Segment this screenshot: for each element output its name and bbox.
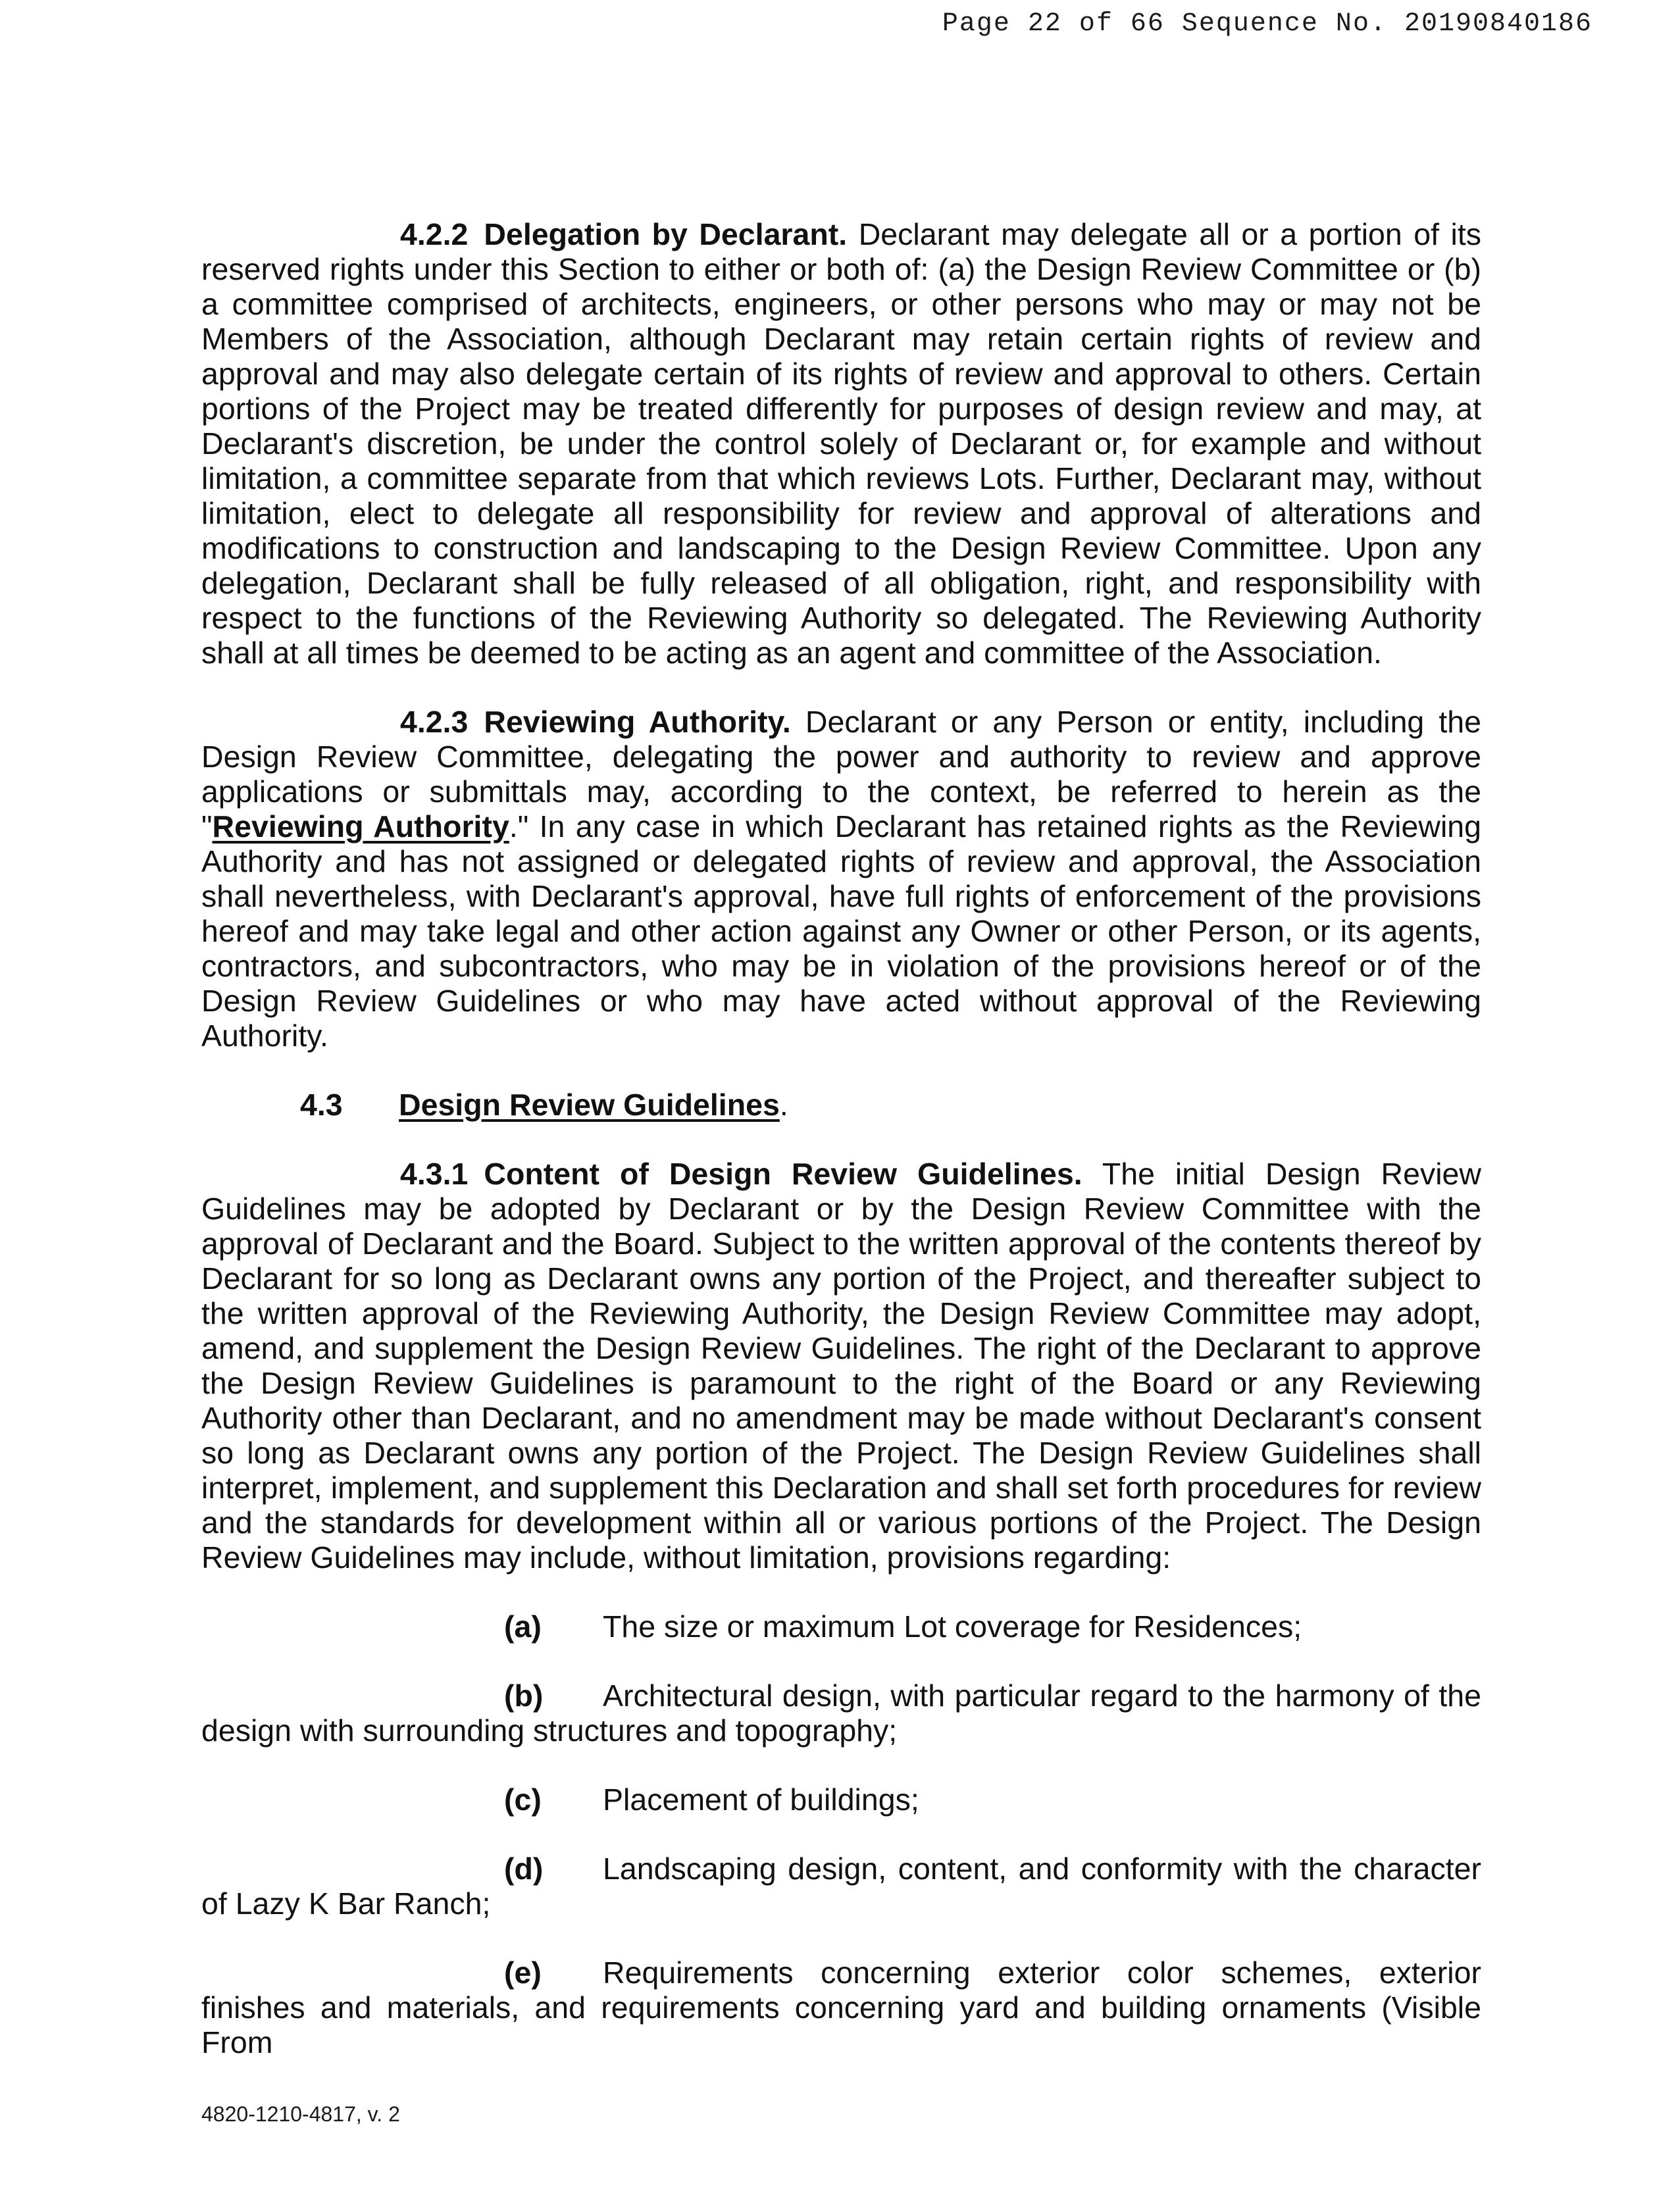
list-item-label: (b): [504, 1678, 544, 1713]
document-body: [201, 217, 1481, 2094]
section-number: 4.3: [300, 1088, 343, 1122]
section-heading: Content of Design Review Guidelines: [484, 1157, 1074, 1191]
section-number: 4.3.1: [400, 1157, 469, 1191]
list-item-d: [201, 1852, 1481, 1921]
list-item-e: [201, 1955, 1481, 2060]
section-4-3-1: 4.3.1 Content of Design Review Guidelines. The initial Design Review Guidelines may be adopted by Declarant or by the Design Review Committee with the approval of Declarant and the Board. Subject to the written approval of the contents thereof by Declarant for so long as Declarant owns any portion of the Project, and thereafter subject to the written approval of the Reviewing Authority, the Design Review Committee may adopt, amend, and supplement the Design Review Guidelines. The right of the Declarant to approve the Design Review Guidelines is paramount to the right of the Board or any Reviewing Authority other than Declarant, and no amendment may be made without Declarant's consent so long as Declarant owns any portion of the Project. The Design Review Guidelines shall interpret, implement, and supplement this Declaration and shall set forth procedures for review and the standards for development within all or various portions of the Project. The Design Review Guidelines may include, without limitation, provisions regarding:: [201, 1157, 1481, 1575]
list-item-c: [201, 1782, 1481, 1817]
section-body: Declarant or any Person or entity, including the Design Review Committee, delegating the power and authority to review and approve applications or submittals may, according to the context, be referred to herein as the ": [201, 705, 1481, 844]
section-heading: Reviewing Authority: [484, 705, 782, 739]
list-item-text: The size or maximum Lot coverage for Residences;: [603, 1609, 1302, 1644]
section-4-2-2: 4.2.2 Delegation by Declarant. Declarant may delegate all or a portion of its reserved rights under this Section to either or both of: (a) the Design Review Committee or (b) a committee comprised of architects, engineers, or other persons who may or may not be Members of the Association, although Declarant may retain certain rights of review and approval and may also delegate certain of its rights of review and approval to others. Certain portions of the Project may be treated differently for purposes of design review and may, at Declarant's discretion, be under the control solely of Declarant or, for example and without limitation, a committee separate from that which reviews Lots. Further, Declarant may, without limitation, elect to delegate all responsibility for review and approval of alterations and modifications to construction and landscaping to the Design Review Committee. Upon any delegation, Declarant shall be fully released of all obligation, right, and responsibility with respect to the functions of the Reviewing Authority so delegated. The Reviewing Authority shall at all times be deemed to be acting as an agent and committee of the Association.: [201, 217, 1481, 670]
section-body: The initial Design Review Guidelines may be adopted by Declarant or by the Design Review Committee with the approval of Declarant and the Board. Subject to the written approval of the contents thereof by Declarant for so long as Declarant owns any portion of the Project, and thereafter subject to the written approval of the Reviewing Authority, the Design Review Committee may adopt, amend, and supplement the Design Review Guidelines. The right of the Declarant to approve the Design Review Guidelines is paramount to the right of the Board or any Reviewing Authority other than Declarant, and no amendment may be made without Declarant's consent so long as Declarant owns any portion of the Project. The Design Review Guidelines shall interpret, implement, and supplement this Declaration and shall set forth procedures for review and the standards for development within all or various portions of the Project. The Design Review Guidelines may include, without limitation, provisions regarding:: [201, 1157, 1481, 1575]
section-number: 4.2.3: [400, 705, 469, 739]
page-header: Page 22 of 66 Sequence No. 20190840186: [942, 9, 1592, 39]
list-item-text: Placement of buildings;: [603, 1782, 919, 1817]
list-item-a: [201, 1609, 1481, 1644]
list-item-text: Architectural design, with particular regard to the harmony of the design with surrounding structures and topography;: [201, 1678, 1481, 1748]
section-heading: Delegation by Declarant: [484, 217, 839, 251]
section-4-2-3: 4.2.3 Reviewing Authority. Declarant or any Person or entity, including the Design Review Committee, delegating the power and authority to review and approve applications or submittals may, according to the context, be referred to herein as the "Reviewing Authority." In any case in which Declarant has retained rights as the Reviewing Authority and has not assigned or delegated rights of review and approval, the Association shall nevertheless, with Declarant's approval, have full rights of enforcement of the provisions hereof and may take legal and other action against any Owner or other Person, or its agents, contractors, and subcontractors, who may be in violation of the provisions hereof or of the Design Review Guidelines or who may have acted without approval of the Reviewing Authority.: [201, 705, 1482, 1053]
list-item-label: (a): [504, 1609, 542, 1644]
section-number: 4.2.2: [400, 217, 469, 251]
section-title: Design Review Guidelines: [399, 1088, 780, 1122]
list-item-label: (c): [504, 1782, 542, 1817]
document-id-footer: 4820-1210-4817, v. 2: [201, 2102, 400, 2126]
list-item-b: [201, 1678, 1481, 1748]
section-body-continued: ." In any case in which Declarant has retained rights as the Reviewing Authority and has not assigned or delegated rights of review and approval, the Association shall nevertheless, with Declarant's approval, have full rights of enforcement of the provisions hereof and may take legal and other action against any Owner or other Person, or its agents, contractors, and subcontractors, who may be in violation of the provisions hereof or of the Design Review Guidelines or who may have acted without approval of the Reviewing Authority.: [201, 809, 1482, 1053]
list-item-label: (d): [504, 1852, 544, 1886]
defined-term: Reviewing Authority: [212, 809, 509, 844]
list-item-text: Requirements concerning exterior color schemes, exterior finishes and materials, and requirements concerning yard and building ornaments (Visible From: [201, 1955, 1481, 2059]
section-4-3-heading: 4.3 Design Review Guidelines.: [300, 1088, 788, 1122]
list-item-text: Landscaping design, content, and conformity with the character of Lazy K Bar Ranch;: [201, 1852, 1481, 1921]
list-item-label: (e): [504, 1955, 542, 1990]
section-body: Declarant may delegate all or a portion of its reserved rights under this Section to either or both of: (a) the Design Review Committee or (b) a committee comprised of architects, engineers, or other persons who may or may not be Members of the Association, although Declarant may retain certain rights of review and approval and may also delegate certain of its rights of review and approval to others. Certain portions of the Project may be treated differently for purposes of design review and may, at Declarant's discretion, be under the control solely of Declarant or, for example and without limitation, a committee separate from that which reviews Lots. Further, Declarant may, without limitation, elect to delegate all responsibility for review and approval of alterations and modifications to construction and landscaping to the Design Review Committee. Upon any delegation, Declarant shall be fully released of all obligation, right, and responsibility with respect to the functions of the Reviewing Authority so delegated. The Reviewing Authority shall at all times be deemed to be acting as an agent and committee of the Association.: [201, 217, 1481, 670]
